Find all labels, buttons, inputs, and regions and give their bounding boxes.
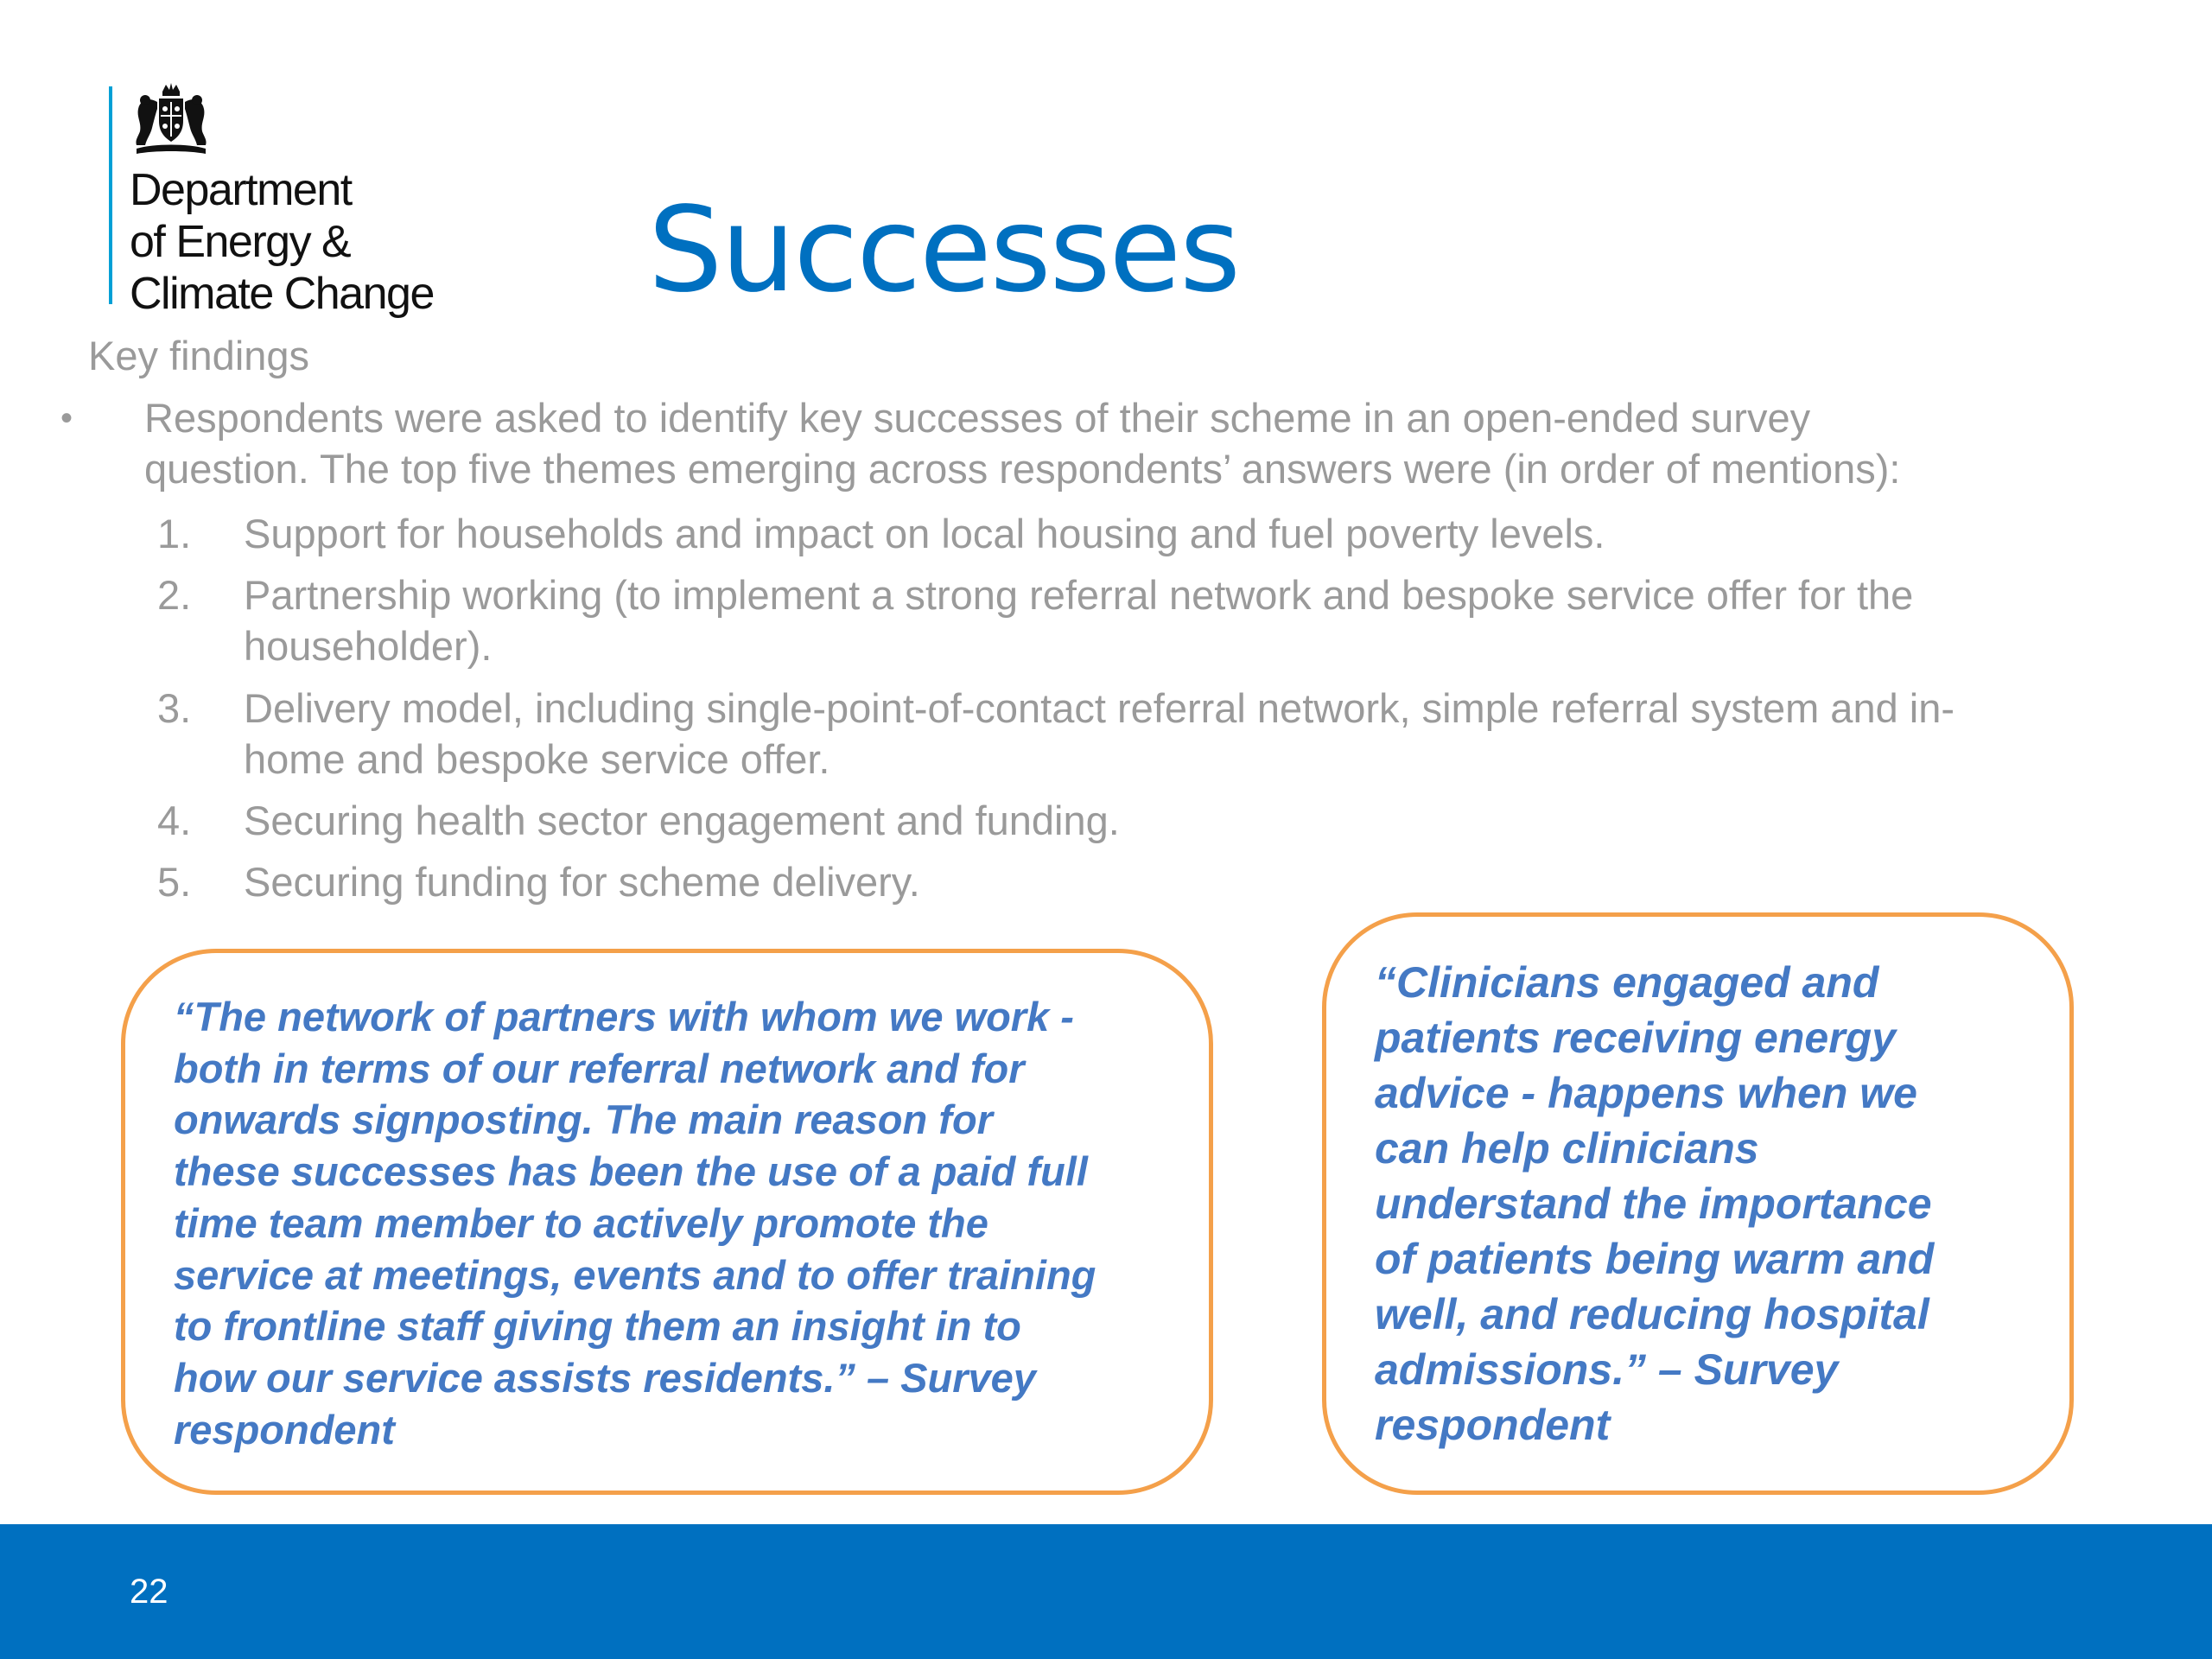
- quote-line: understand the importance: [1375, 1179, 1932, 1228]
- theme-text: [244, 856, 920, 907]
- theme-number: 2.: [157, 572, 192, 618]
- quote-line: both in terms of our referral network and for: [174, 1045, 1025, 1091]
- theme-number: 1.: [157, 511, 192, 556]
- theme-text: [244, 795, 1120, 846]
- theme-number: 5.: [157, 859, 192, 905]
- key-findings-heading: Key findings: [88, 333, 310, 378]
- theme-line-1: Partnership working (to implement a strong referral network and bespoke service offer for the: [244, 572, 1914, 618]
- slide-title: Successes: [648, 182, 1239, 319]
- quote-text: [1375, 955, 1934, 1452]
- theme-line-1: Delivery model, including single-point-of-contact referral network, simple referral system and in-: [244, 685, 1955, 731]
- logo-divider: [109, 86, 112, 304]
- quote-line: of patients being warm and: [1375, 1235, 1935, 1283]
- quote-line: well, and reducing hospital: [1375, 1290, 1929, 1338]
- logo-line-1: Department: [130, 165, 352, 215]
- quote-line: how our service assists residents.” – Survey: [174, 1354, 1036, 1401]
- quote-line: “The network of partners with whom we work -: [174, 994, 1074, 1039]
- footer-bar: [0, 1524, 2212, 1659]
- theme-text: [244, 569, 1913, 671]
- quote-line: advice - happens when we: [1375, 1069, 1917, 1117]
- quote-line: onwards signposting. The main reason for: [174, 1096, 993, 1143]
- theme-line-2: home and bespoke service offer.: [244, 736, 830, 782]
- theme-text: [244, 683, 1955, 785]
- theme-number: 3.: [157, 685, 192, 731]
- theme-line-2: householder).: [244, 623, 493, 669]
- theme-number: 4.: [157, 798, 192, 843]
- theme-line-1: Securing funding for scheme delivery.: [244, 859, 920, 905]
- decc-logo: [109, 83, 472, 318]
- quote-line: to frontline staff giving them an insight in to: [174, 1303, 1021, 1350]
- page-number: 22: [130, 1573, 168, 1611]
- quote-line: respondent: [174, 1406, 395, 1452]
- quote-line: service at meetings, events and to offer training: [174, 1251, 1096, 1298]
- theme-text: [244, 508, 1605, 559]
- logo-wordmark: [130, 164, 434, 320]
- quote-line: these successes has been the use of a paid full: [174, 1148, 1088, 1195]
- quote-box-clinicians: [1322, 912, 2074, 1495]
- quote-line: patients receiving energy: [1375, 1014, 1897, 1062]
- logo-line-3: Climate Change: [130, 269, 434, 319]
- quote-text: [174, 991, 1096, 1455]
- quote-line: respondent: [1375, 1401, 1611, 1449]
- logo-line-2: of Energy &: [130, 217, 351, 267]
- quote-line: admissions.” – Survey: [1375, 1345, 1839, 1394]
- quote-line: can help clinicians: [1375, 1124, 1759, 1173]
- intro-paragraph: [144, 392, 2097, 494]
- bullet-icon: •: [60, 399, 73, 437]
- theme-line-1: Securing health sector engagement and funding.: [244, 798, 1120, 843]
- royal-crest-icon: [128, 83, 214, 157]
- intro-line-1: Respondents were asked to identify key successes of their scheme in an open-ended survey: [144, 395, 1811, 441]
- intro-line-2: question. The top five themes emerging across respondents’ answers were (in order of mentions):: [144, 446, 1901, 492]
- quote-line: time team member to actively promote the: [174, 1199, 988, 1246]
- theme-line-1: Support for households and impact on local housing and fuel poverty levels.: [244, 511, 1605, 556]
- quote-box-partners: [121, 949, 1213, 1495]
- quote-line: “Clinicians engaged and: [1375, 958, 1879, 1007]
